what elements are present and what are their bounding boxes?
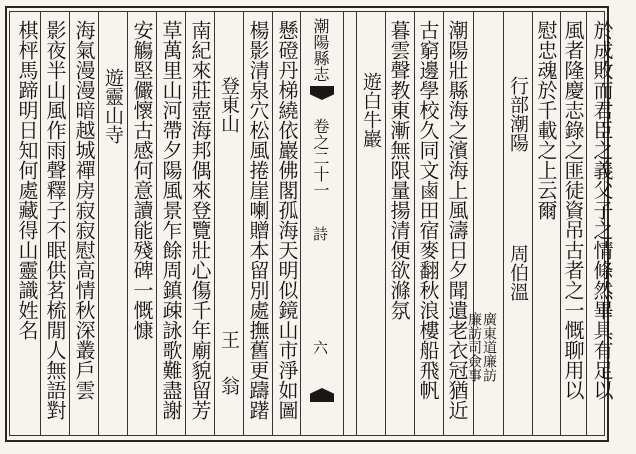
section-label: 詩 xyxy=(311,226,329,241)
text-column: 草萬里山河帶夕陽風景乍餘周鎮疎詠歌難盡謝 xyxy=(159,20,183,420)
column-rule xyxy=(443,12,444,436)
author-name: 周伯溫 xyxy=(507,244,529,301)
text-column: 南紀來莊壺海邦偶來登覽壯心傷千年廟貌留芳 xyxy=(188,20,212,420)
text-column: 安觴堅儼懷古感何意讀能殘碑一慨慷 xyxy=(130,20,154,340)
text-column: 影夜半山風作雨聲釋子不眠供茗梳閒人無語對 xyxy=(43,20,67,420)
text-column: 楊影清泉穴松風捲崖喇贈本留別處撫舊更躊躇 xyxy=(246,20,270,420)
column-rule xyxy=(156,12,157,436)
text-column: 風者隆慶志錄之匪徒資吊古者之一慨聊用以 xyxy=(561,20,585,400)
volume-label: 卷之二十一 xyxy=(311,118,330,198)
poem-title: 遊白牛巖 xyxy=(360,72,382,148)
author-name: 翁 xyxy=(218,376,240,395)
column-rule xyxy=(40,12,41,436)
author-name: 王 xyxy=(218,330,240,349)
margin-title: 潮陽縣志 xyxy=(311,18,330,82)
column-rule xyxy=(272,12,273,436)
column-rule xyxy=(127,12,128,436)
poem-title: 遊靈山寺 xyxy=(102,68,124,144)
column-rule xyxy=(185,12,186,436)
text-column: 暮雲聲教東漸無限量揚清便欲滌氛 xyxy=(387,20,411,320)
text-column: 棋枰馬蹄明日知何處藏得山靈識姓名 xyxy=(15,20,39,340)
poem-title: 登東山 xyxy=(218,76,240,133)
column-rule xyxy=(532,12,533,436)
text-column: 潮陽壯縣海之濱海上風濤日夕聞遺老衣冠猶近 xyxy=(445,20,469,420)
author-note: 廣東道廉訪 xyxy=(481,312,497,382)
text-column: 古窮邊學校久同文鹵田宿麥翻秋浪樓船飛帆 xyxy=(416,20,440,400)
column-rule xyxy=(214,12,215,436)
column-rule xyxy=(356,12,357,436)
column-rule xyxy=(69,12,70,436)
column-rule xyxy=(385,12,386,436)
text-column: 懸磴丹梯繞依巖佛閣孤海天明似鏡山市淨如圖 xyxy=(275,20,299,420)
column-rule xyxy=(98,12,99,436)
author-note: 廉訪司僉事 xyxy=(466,312,482,382)
text-column: 慰忠魂於千載之上云爾 xyxy=(534,20,558,220)
leaf-number: 六 xyxy=(311,340,329,355)
column-rule xyxy=(503,12,504,436)
text-column: 於成敗而君臣之義父子之情條然畢具有足以 xyxy=(590,20,614,400)
column-rule xyxy=(586,12,587,436)
poem-title: 行部潮陽 xyxy=(507,76,529,152)
column-rule xyxy=(243,12,244,436)
text-column: 海氣漫漫暗越城禪房寂寂慰高情秋深叢戶雲 xyxy=(72,20,96,400)
column-rule xyxy=(414,12,415,436)
